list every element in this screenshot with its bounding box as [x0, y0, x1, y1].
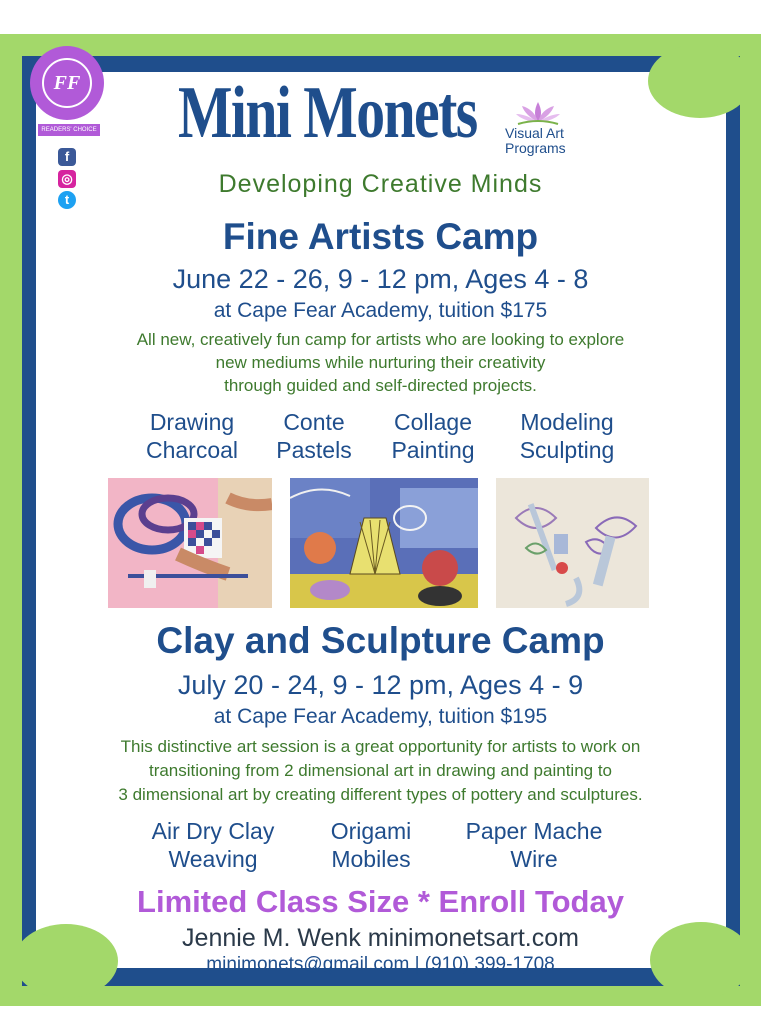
medium-item: Weaving — [168, 846, 258, 872]
photo-weaving-project — [108, 478, 272, 608]
badge-monogram: FF — [42, 58, 92, 108]
medium-item: Drawing — [149, 409, 235, 435]
photo-seashell-painting — [290, 478, 478, 608]
camp1-dates: June 22 - 26, 9 - 12 pm, Ages 4 - 8 — [172, 264, 589, 294]
camp1-mediums — [128, 408, 628, 464]
twitter-icon[interactable]: t — [58, 191, 76, 209]
brand-subtitle-line2: Programs — [505, 140, 566, 156]
facebook-icon[interactable]: f — [58, 148, 76, 166]
photo-wire-sculpture — [496, 478, 649, 608]
camp2-desc-line1: This distinctive art session is a great opportunity for artists to work on — [120, 737, 641, 756]
lotus-icon — [512, 98, 564, 126]
corner-decoration — [648, 44, 752, 118]
camp1-desc-line2: new mediums while nurturing their creativity — [215, 353, 546, 372]
contact-line[interactable]: Jennie M. Wenk minimonetsart.com — [182, 924, 579, 952]
tagline: Developing Creative Minds — [218, 170, 543, 198]
camp1-desc-line3: through guided and self-directed projects. — [224, 376, 537, 395]
camp2-desc-line2: transitioning from 2 dimensional art in drawing and painting to — [148, 761, 613, 780]
medium-item: Collage — [394, 409, 472, 435]
camp1-desc-line1: All new, creatively fun camp for artists who are looking to explore — [136, 330, 625, 349]
medium-item: Air Dry Clay — [151, 818, 275, 844]
camp2-mediums — [138, 817, 628, 873]
badge-ribbon: READERS' CHOICE — [38, 124, 100, 136]
medium-item: Conte — [283, 409, 345, 435]
medium-item: Pastels — [276, 437, 352, 463]
camp2-title: Clay and Sculpture Camp — [156, 620, 605, 661]
camp1-location: at Cape Fear Academy, tuition $175 — [213, 299, 548, 322]
medium-item: Charcoal — [145, 437, 239, 463]
medium-item: Sculpting — [519, 437, 615, 463]
email-phone[interactable]: minimonets@gmail.com | (910) 399-1708 — [206, 954, 555, 975]
medium-item: Painting — [391, 437, 475, 463]
medium-item: Mobiles — [331, 846, 411, 872]
brand-subtitle-line1: Visual Art — [505, 125, 564, 141]
brand-subtitle — [505, 126, 566, 156]
camp2-dates: July 20 - 24, 9 - 12 pm, Ages 4 - 9 — [177, 670, 584, 700]
medium-item: Modeling — [520, 409, 614, 435]
camp2-location: at Cape Fear Academy, tuition $195 — [213, 705, 548, 728]
medium-item: Wire — [510, 846, 558, 872]
camp1-title: Fine Artists Camp — [222, 216, 539, 257]
instagram-icon[interactable]: ◎ — [58, 170, 76, 188]
medium-item: Origami — [330, 818, 412, 844]
camp2-desc-line3: 3 dimensional art by creating different types of pottery and sculptures. — [118, 785, 643, 804]
readers-choice-badge — [30, 46, 104, 120]
medium-item: Paper Mache — [465, 818, 603, 844]
enroll-cta: Limited Class Size * Enroll Today — [137, 884, 624, 919]
brand-logo: Mini Monets — [178, 72, 477, 154]
